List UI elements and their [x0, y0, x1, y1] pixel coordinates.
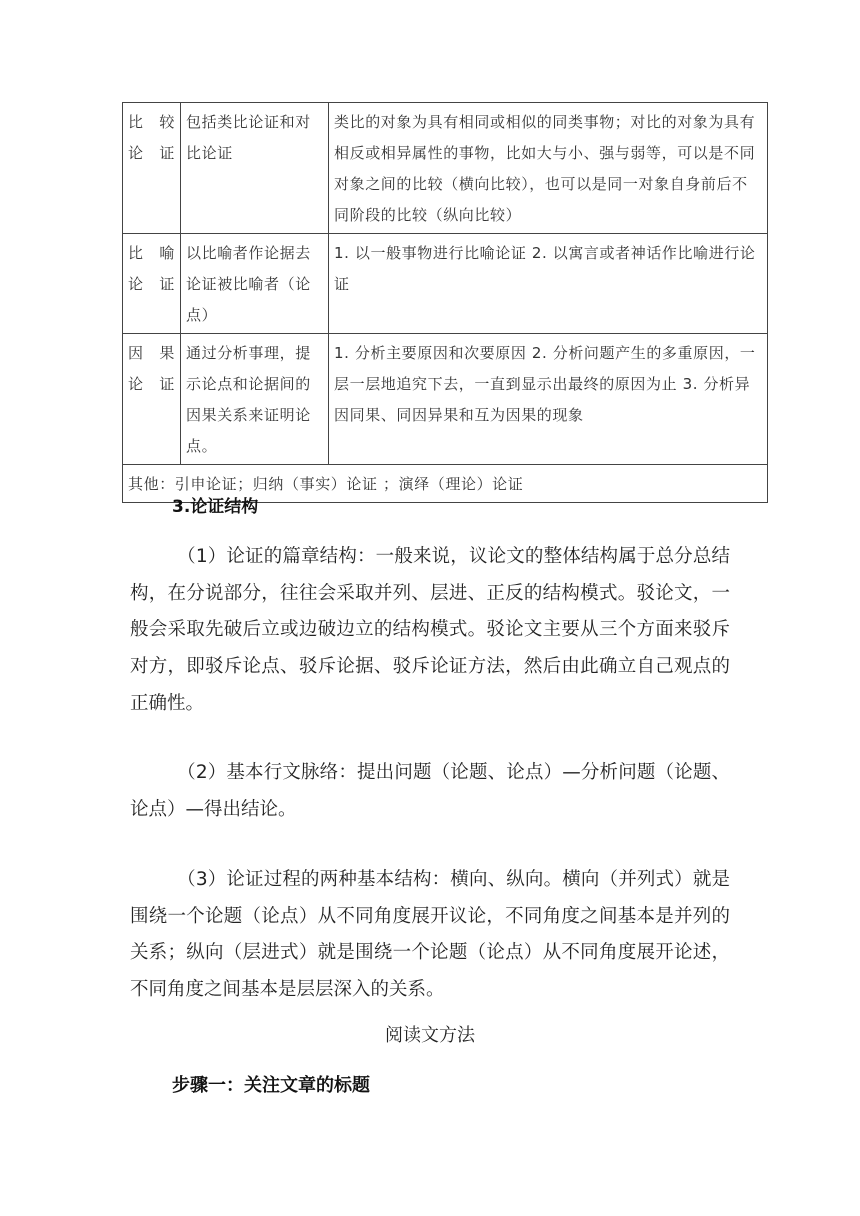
paragraph-text: （3）论证过程的两种基本结构：横向、纵向。横向（并列式）就是围绕一个论题（论点）从不同角度展开议论，不同角度之间基本是并列的关系；纵向（层进式）就是围绕一个论题（论点）从不同角度展开论述，不同角度之间基本是层层深入的关系。 — [130, 869, 730, 1001]
table-row — [123, 103, 768, 234]
other-methods-cell: 其他：引申论证；归纳（事实）论证 ；演绎（理论）论证 — [123, 465, 768, 503]
paragraph-text: （1）论证的篇章结构：一般来说，议论文的整体结构属于总分总结构，在分说部分，往往会采取并列、层进、正反的结构模式。驳论文，一般会采取先破后立或边破边立的结构模式。驳论文主要从三个方面来驳斥对方，即驳斥论点、驳斥论据、驳斥论证方法，然后由此确立自己观点的正确性。 — [130, 546, 730, 714]
paragraph — [130, 755, 730, 828]
method-name-line: 论证 — [128, 375, 175, 393]
paragraph-text: （2）基本行文脉络：提出问题（论题、论点）—分析问题（论题、论点）—得出结论。 — [130, 762, 730, 820]
step-heading: 步骤一：关注文章的标题 — [172, 1075, 370, 1096]
method-detail-cell: 1. 分析主要原因和次要原因 2. 分析问题产生的多重原因，一层一层地追究下去，一直到显示出最终的原因为止 3. 分析异因同果、同因异果和互为因果的现象 — [329, 334, 768, 465]
method-definition-cell: 通过分析事理，提示论点和论据间的因果关系来证明论点。 — [181, 334, 329, 465]
method-name-line: 因 果 — [128, 344, 175, 362]
method-definition-cell: 以比喻者作论据去论证被比喻者（论点） — [181, 234, 329, 334]
method-definition-cell: 包括类比论证和对比论证 — [181, 103, 329, 234]
section-title: 3.论证结构 — [172, 497, 259, 517]
table-row — [123, 334, 768, 465]
center-heading: 阅读文方法 — [385, 1025, 475, 1046]
method-name-line: 比 较 — [128, 113, 175, 131]
method-detail-cell: 类比的对象为具有相同或相似的同类事物；对比的对象为具有相反或相异属性的事物，比如大与小、强与弱等，可以是不同对象之间的比较（横向比较），也可以是同一对象自身前后不同阶段的比较（纵向比较） — [329, 103, 768, 234]
argument-methods-table — [122, 102, 768, 503]
paragraph — [130, 862, 730, 1009]
method-name-cell — [123, 234, 181, 334]
table-row — [123, 234, 768, 334]
method-name-line: 论证 — [128, 275, 175, 293]
method-name-cell — [123, 334, 181, 465]
method-detail-cell: 1. 以一般事物进行比喻论证 2. 以寓言或者神话作比喻进行论证 — [329, 234, 768, 334]
paragraph — [130, 539, 730, 723]
method-name-line: 比 喻 — [128, 244, 175, 262]
method-name-cell — [123, 103, 181, 234]
method-name-line: 论证 — [128, 144, 175, 162]
